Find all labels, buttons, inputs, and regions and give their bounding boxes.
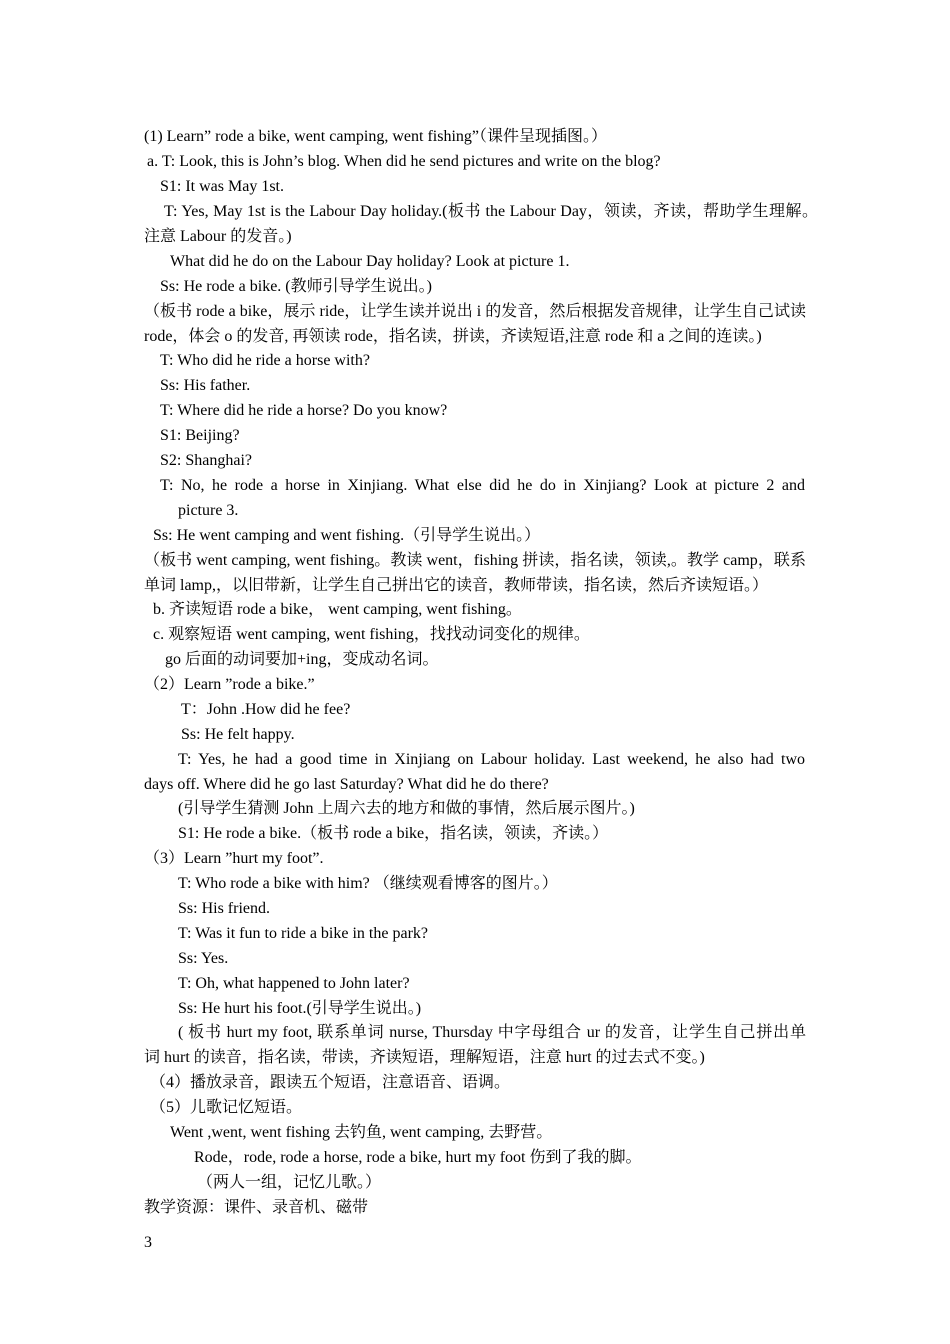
text-line: T: Was it fun to ride a bike in the park? (178, 925, 428, 942)
text-line: （2）Learn ”rode a bike.” (144, 676, 315, 693)
text-line: T: Where did he ride a horse? Do you know? (160, 402, 448, 419)
text-line: （4）播放录音，跟读五个短语，注意语音、语调。 (150, 1074, 511, 1091)
text-line: Ss: He rode a bike. (教师引导学生说出。) (160, 278, 432, 295)
page-number: 3 (144, 1234, 152, 1251)
text-line: (引导学生猜测 John 上周六去的地方和做的事情，然后展示图片。) (178, 800, 635, 817)
text-line: Went ,went, went fishing 去钓鱼, went camping, 去野营。 (170, 1124, 553, 1141)
text-line: T: Yes, he had a good time in Xinjiang on Labour holiday. Last weekend, he also had two (178, 751, 805, 768)
text-line: S1: Beijing? (160, 427, 240, 444)
text-line: Ss: His father. (160, 377, 251, 394)
text-line: S1: He rode a bike.（板书 rode a bike，指名读，领读，齐读。） (178, 825, 609, 842)
text-line: Rode，rode, rode a horse, rode a bike, hurt my foot 伤到了我的脚。 (194, 1149, 642, 1166)
text-line: 单词 lamp,，以旧带新，让学生自己拼出它的读音，教师带读，指名读，然后齐读短语。） (144, 577, 768, 594)
text-line: ( 板书 hurt my foot, 联系单词 nurse, Thursday 中字母组合 ur 的发音，让学生自己拼出单 (178, 1024, 806, 1041)
text-line: 词 hurt 的读音，指名读，带读，齐读短语，理解短语，注意 hurt 的过去式不变。) (144, 1049, 705, 1066)
text-line: T: Oh, what happened to John later? (178, 975, 410, 992)
text-line: 注意 Labour 的发音。) (144, 228, 292, 245)
text-line: days off. Where did he go last Saturday? What did he do there? (144, 776, 549, 793)
text-line: b. 齐读短语 rode a bike， went camping, went fishing。 (153, 601, 522, 618)
text-line: T: Who did he ride a horse with? (160, 352, 370, 369)
text-line: S2: Shanghai? (160, 452, 252, 469)
text-line: （5）儿歌记忆短语。 (150, 1099, 303, 1116)
text-line: go 后面的动词要加+ing，变成动名词。 (165, 651, 439, 668)
text-line: （板书 went camping, went fishing。教读 went，fishing 拼读，指名读，领读,。教学 camp，联系 (144, 552, 806, 569)
text-line: Ss: He went camping and went fishing.（引导学生说出。） (153, 527, 541, 544)
text-line: Ss: Yes. (178, 950, 229, 967)
text-line: T: Who rode a bike with him? （继续观看博客的图片。） (178, 875, 558, 892)
text-line: T: Yes, May 1st is the Labour Day holiday.(板书 the Labour Day，领读，齐读，帮助学生理解。 (164, 203, 818, 220)
text-line: T: No, he rode a horse in Xinjiang. What else did he do in Xinjiang? Look at picture 2 and (160, 477, 805, 494)
text-line: （3）Learn ”hurt my foot”. (144, 850, 324, 867)
text-line: What did he do on the Labour Day holiday? Look at picture 1. (170, 253, 570, 270)
text-line: 教学资源：课件、录音机、磁带 (144, 1199, 369, 1216)
text-line: （板书 rode a bike，展示 ride，让学生读并说出 i 的发音，然后根据发音规律，让学生自己试读 (144, 303, 806, 320)
text-line: Ss: He felt happy. (181, 726, 295, 743)
text-line: S1: It was May 1st. (160, 178, 284, 195)
text-line: (1) Learn” rode a bike, went camping, went fishing”（课件呈现插图。） (144, 128, 607, 145)
text-line: a. T: Look, this is John’s blog. When did he send pictures and write on the blog? (147, 153, 661, 170)
text-line: c. 观察短语 went camping, went fishing，找找动词变化的规律。 (153, 626, 590, 643)
text-line: picture 3. (178, 502, 239, 519)
text-line: （两人一组，记忆儿歌。） (197, 1174, 382, 1191)
text-line: Ss: He hurt his foot.(引导学生说出。) (178, 1000, 422, 1017)
text-line: T：John .How did he fee? (181, 701, 351, 718)
text-line: Ss: His friend. (178, 900, 270, 917)
text-line: rode，体会 o 的发音, 再领读 rode，指名读，拼读，齐读短语,注意 rode 和 a 之间的连读。) (144, 328, 762, 345)
